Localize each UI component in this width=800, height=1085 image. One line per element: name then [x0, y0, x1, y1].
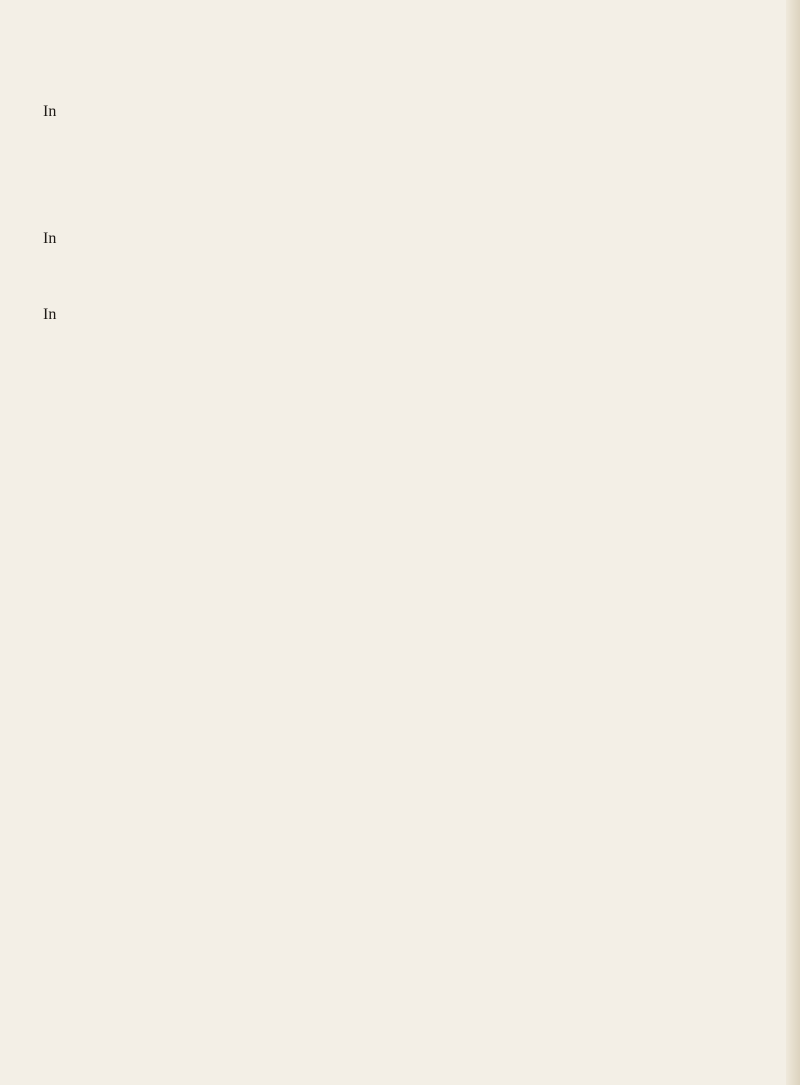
- frankfurt-intro: In: [43, 103, 57, 120]
- berlin-intro: In: [43, 306, 57, 323]
- zuchthaus-line-durchschnitt: [43, 491, 163, 511]
- hamburg-intro: In: [43, 230, 57, 247]
- page-edge-shadow: [786, 0, 800, 1085]
